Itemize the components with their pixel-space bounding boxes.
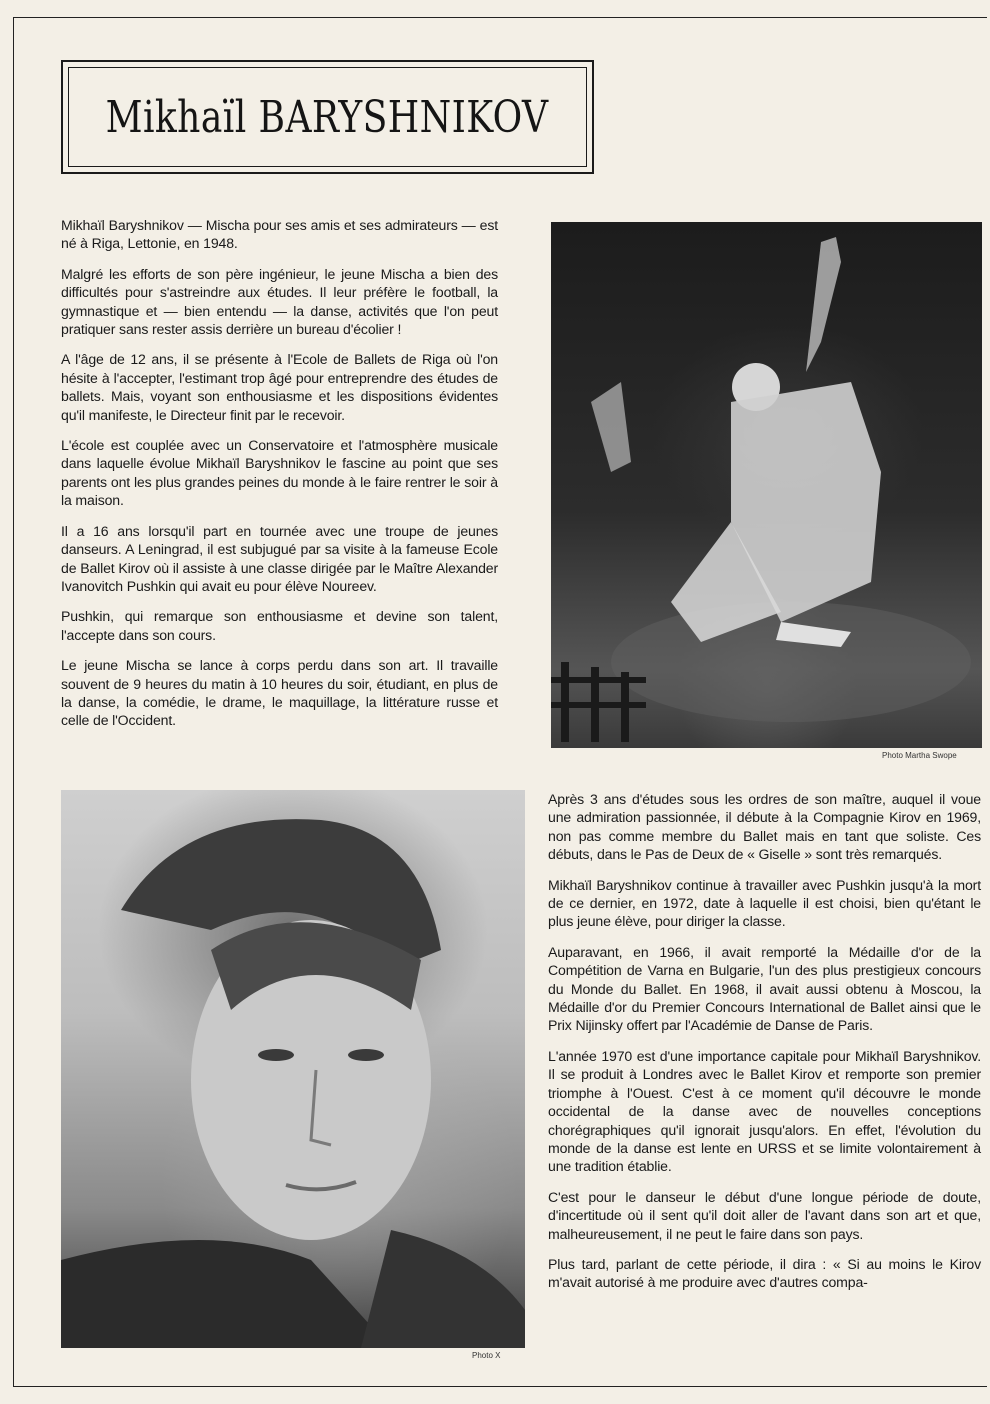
dancer-photo-caption: Photo Martha Swope: [882, 751, 957, 760]
right-paragraph-1: Après 3 ans d'études sous les ordres de son maître, auquel il voue une admiration passionnée, il débute à la Compagnie Kirov en 1969, non pas comme membre du Ballet mais en tant que soliste. Ces débuts, dans le Pas de Deux de « Giselle » sont très remarqués.: [548, 791, 981, 863]
left-paragraph-7: Le jeune Mischa se lance à corps perdu dans son art. Il travaille souvent de 9 heures du matin à 10 heures du soir, étudiant, en plus de la danse, la comédie, le drame, le maquillage, la littérature russe et celle de l'Occident.: [61, 657, 498, 729]
left-column: [61, 216, 498, 742]
right-paragraph-4: L'année 1970 est d'une importance capitale pour Mikhaïl Baryshnikov. Il se produit à Londres avec le Ballet Kirov et remporte son premier triomphe à l'Ouest. C'est à ce moment qu'il découvre le monde occidental de la danse avec de nouvelles conceptions chorégraphiques qu'il ignorait jusqu'alors. En effet, l'évolution du monde de la danse est lente en URSS et se limite volontairement à une tradition établie.: [548, 1047, 981, 1175]
left-paragraph-5: Il a 16 ans lorsqu'il part en tournée avec une troupe de jeunes danseurs. A Leningrad, il est subjugué par sa visite à la fameuse Ecole de Ballet Kirov où il assiste à une classe dirigée par le Maître Alexander Ivanovitch Pushkin qui avait eu pour élève Noureev.: [61, 522, 498, 594]
right-column: [548, 790, 981, 1304]
dancer-figure-sketch: [551, 222, 982, 748]
right-paragraph-2: Mikhaïl Baryshnikov continue à travailler avec Pushkin jusqu'à la mort de ce dernier, en 1972, date à laquelle il est choisi, bien qu'étant le plus jeune élève, pour diriger la classe.: [548, 876, 981, 930]
portrait-face-sketch: [61, 790, 525, 1348]
title-box-inner: [68, 67, 587, 167]
page-title: Mikhaïl BARYSHNIKOV: [106, 91, 549, 143]
right-paragraph-6: Plus tard, parlant de cette période, il dira : « Si au moins le Kirov m'avait autorisé à me produire avec d'autres compa-: [548, 1255, 981, 1291]
right-paragraph-3: Auparavant, en 1966, il avait remporté la Médaille d'or de la Compétition de Varna en Bulgarie, l'un des plus prestigieux concours du Monde du Ballet. En 1968, il avait aussi obtenu à Moscou, la Médaille d'or du Premier Concours International de Ballet ainsi que le Prix Nijinsky offert par l'Académie de Danse de Paris.: [548, 943, 981, 1034]
left-paragraph-6: Pushkin, qui remarque son enthousiasme et devine son talent, l'accepte dans son cours.: [61, 608, 498, 643]
title-box: [61, 60, 594, 174]
left-paragraph-1: Mikhaïl Baryshnikov — Mischa pour ses amis et ses admirateurs — est né à Riga, Lettonie, en 1948.: [61, 217, 498, 252]
right-paragraph-5: C'est pour le danseur le début d'une longue période de doute, d'incertitude où il sent qu'il doit aller de l'avant dans son art et que, malheureusement, il ne peut le faire dans son pays.: [548, 1188, 981, 1242]
left-paragraph-2: Malgré les efforts de son père ingénieur, le jeune Mischa a bien des difficultés pour s'astreindre aux études. Il leur préfère le football, la gymnastique et — bien entendu — la danse, activités que l'on peut pratiquer sans rester assis derrière un bureau d'écolier !: [61, 265, 498, 338]
left-paragraph-3: A l'âge de 12 ans, il se présente à l'Ecole de Ballets de Riga où l'on hésite à l'accepter, l'estimant trop âgé pour entreprendre des études de ballets. Mais, voyant son enthousiasme et les dispositions évidentes qu'il manifeste, le Directeur finit par le recevoir.: [61, 351, 498, 423]
dancer-photo: [551, 222, 982, 748]
portrait-photo: [61, 790, 525, 1348]
left-paragraph-4: L'école est couplée avec un Conservatoire et l'atmosphère musicale dans laquelle évolue Mikhaïl Baryshnikov le fascine au point que ses parents ont les plus grandes peines du monde à le faire rentrer le soir à la maison.: [61, 437, 498, 509]
portrait-photo-caption: Photo X: [472, 1351, 501, 1360]
